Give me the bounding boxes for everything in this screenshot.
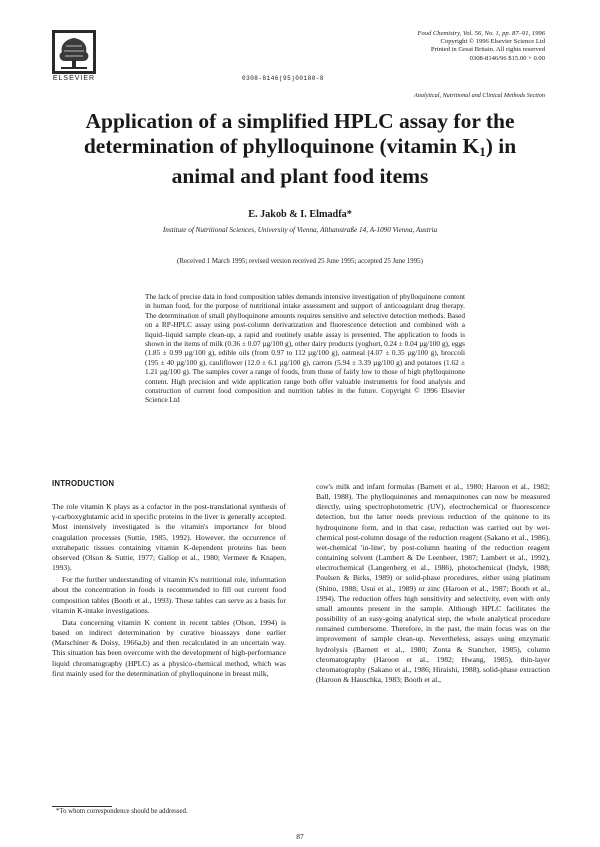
affiliation: Institute of Nutritional Sciences, University of Vienna, Althanstraße 14, A-1090 Vienna, Austria: [162, 226, 438, 234]
publisher-name: ELSEVIER: [52, 75, 96, 82]
title-line-2: determination of phylloquinone (vitamin $K_1$) in: [83, 134, 517, 159]
journal-printed: Printed in Great Britain. All rights reserved: [430, 46, 545, 54]
footnote-divider: [52, 806, 112, 807]
footnote: *To whom correspondence should be addressed.: [56, 808, 188, 815]
section-heading: INTRODUCTION: [52, 479, 115, 488]
article-code: 0308-8146(95)00180-8: [242, 75, 325, 82]
body-paragraph: The role vitamin K plays as a cofactor in the post-translational synthesis of γ-carboxyglutamic acid in specific proteins in the liver is generally accepted. Most intensively investigated is the vitamin's importance for blood coagulation processes (Suttie, 1985, 1992). However, the occurrence of extrahepatic tissues containing vitamin K-dependent proteins has been observed (Olson & Suttie, 1977; Gallop et al., 1980; Vermeer & Knapen, 1993).: [52, 502, 286, 573]
title-line-3: animal and plant food items: [171, 164, 429, 188]
abstract: The lack of precise data in food composition tables demands intensive investigation of phylloquinone content in human food, for the purpose of nutritional intake assessment and support of anticoagulant drug therapy. The determination of small phylloquinone amounts requires sensitive and selective detection methods. Based on a RP-HPLC assay using post-column derivatization and fluorescence detection and combined with a liquid–liquid sample clean-up, a rapid and routinely usable assay is presented. The application to foods is shown in the items of milk (0.36 ± 0.07 µg/100 g), other dairy products (yoghurt, 0.24 ± 0.04 µg/100 g), eggs (1.85 ± 0.99 µg/100 g), edible oils (from 0.97 to 112 µg/100 g), oatmeal (4.07 ± 0.35 µg/100 g), broccoli (195 ± 40 µg/100 g), cauliflower (12.0 ± 6.1 µg/100 g), carrots (5.94 ± 3.39 µg/100 g) and potatoes (1.62 ± 1.21 µg/100 g). The samples cover a range of foods, from those of fairly low to those of high phylloquinone content. High precision and wide application range both offer valuable instruments for food analysis and construction of current food composition and nutrition tables in the future. Copyright © 1996 Elsevier Science Ltd: [145, 292, 465, 405]
body-paragraph: Data concerning vitamin K content in recent tables (Olson, 1994) is based on indirect determination by curative bioassays done earlier (Matschiner & Doisy, 1966a,b) and then recalculated in an uncertain way. This situation has been overcome with the development of high-performance liquid chromatography (HPLC) as a physico-chemical method, which was first mainly used for the determination of phylloquinone in breast milk,: [52, 617, 286, 678]
paper-title: [40, 109, 560, 189]
page-number: 87: [296, 832, 304, 841]
authors: E. Jakob & I. Elmadfa*: [248, 209, 352, 220]
body-paragraph: cow's milk and infant formulas (Barnett et al., 1980; Haroon et al., 1982; Ball, 1988). The phylloquinones and menaquinones can now be measured directly, using spectrophotometric (UV), electrochemical or fluorescence detection, but the latter needs previous reduction of the quinone to its hydroquinone form, and in that case, reduction was carried out by wet-chemical post-column dosage of the reduction reagent (Sakano et al., 1986), wet-chemical 'in-line', by post-column heating of the reduction reagent containing solvent (Lambert & De Leenheer, 1987; Lambert et al., 1992), electrochemical (Langenberg et al., 1986), photochemical (Indyk, 1988; Poulsen & Birks, 1989) or solid-phase procedures, either using platinum (Shino, 1988; Usui et al., 1989) or zinc (Haroon et al., 1987; Booth et al., 1994). The reduction offers high sensitivity and selectivity, even with only small amounts present in the sample. Although HPLC facilitates the possibility of an easy-going analytical step, the whole analytical procedure remained cumbersome. Therefore, in the past, the main focus was on the improvement of sample clean-up. Nevertheless, assays using enzymatic hydrolysis (Barnett et al., 1980; Zonta & Stancher, 1985), column chromatography (Haroon et al., 1982; Hwang, 1985), thin-layer chromatography (Sakano et al., 1986; Hiraishi, 1988), solid-phase extraction (Haroon & Hauschka, 1983; Booth et al.,: [316, 482, 550, 684]
journal-citation: Food Chemistry, Vol. 56, No. 1, pp. 87–91, 1996: [417, 30, 545, 37]
body-column-right: [316, 482, 550, 685]
elsevier-tree-icon: [52, 30, 96, 74]
journal-info: [417, 30, 545, 63]
journal-section: Analytical, Nutritional and Clinical Methods Section: [414, 92, 545, 99]
journal-copyright: Copyright © 1996 Elsevier Science Ltd: [440, 38, 545, 46]
received-dates: (Received 1 March 1995; revised version received 25 June 1995; accepted 25 June 1995): [177, 258, 423, 265]
publisher-logo: [52, 30, 96, 82]
body-column-left: [52, 479, 286, 679]
journal-issn: 0308-8146/96 $15.00 + 0.00: [469, 54, 545, 62]
title-line-1: Application of a simplified HPLC assay for the: [85, 109, 515, 133]
body-paragraph: For the further understanding of vitamin K's nutritional role, information about the concentration in foods is recommended to fill out current food composition tables (Booth et al., 1993). These tables can serve as a basis for vitamin K-intake investigations.: [52, 575, 286, 615]
